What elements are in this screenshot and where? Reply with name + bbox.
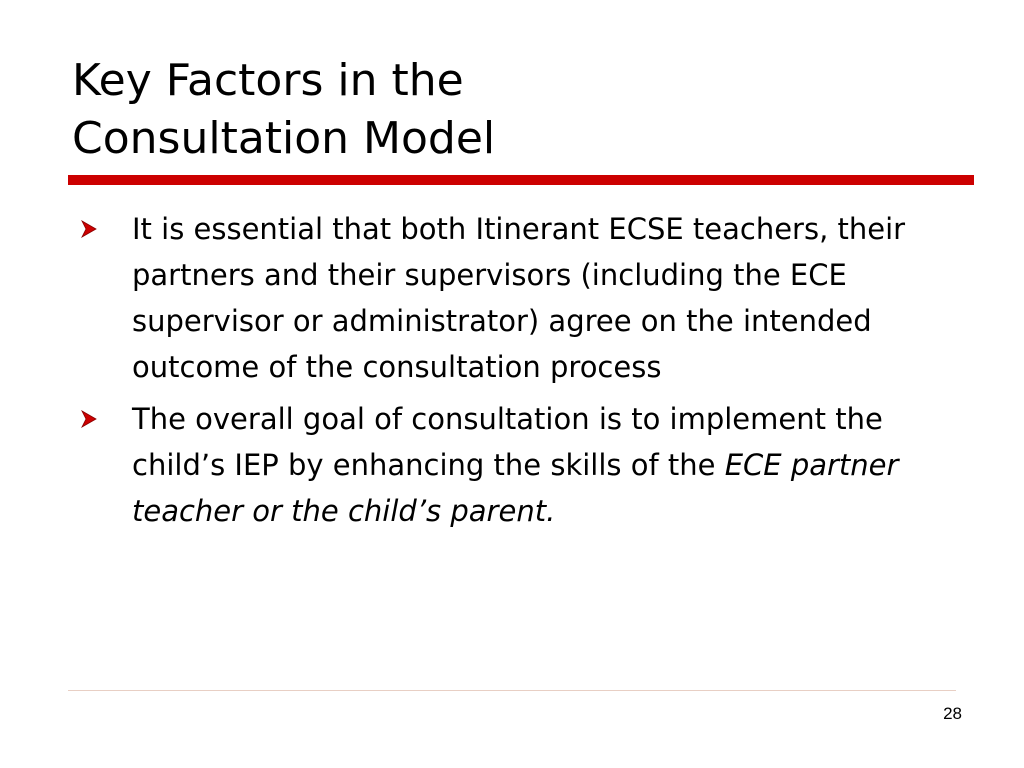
bullet-item <box>80 396 960 534</box>
title-line-2: Consultation Model <box>72 113 496 164</box>
arrow-bullet-icon <box>80 206 132 238</box>
bullet-text: It is essential that both Itinerant ECSE teachers, their partners and their supervisors (including the ECE supervisor or administrator) agree on the intended outcome of the consultation process <box>132 212 906 384</box>
bullet-list <box>80 206 960 540</box>
title-divider <box>68 175 974 185</box>
footer-divider <box>68 690 956 691</box>
arrow-bullet-icon <box>80 396 132 428</box>
bullet-text-plain: The overall goal of consultation is to implement the child’s IEP by enhancing the skills of the <box>132 402 883 482</box>
slide-title <box>72 52 952 168</box>
page-number: 28 <box>943 704 962 723</box>
title-line-1: Key Factors in the <box>72 55 464 106</box>
bullet-item <box>80 206 960 390</box>
bullet-text <box>132 396 952 534</box>
bullet-text-italic: ECE partner teacher or the child’s parent. <box>132 448 899 528</box>
